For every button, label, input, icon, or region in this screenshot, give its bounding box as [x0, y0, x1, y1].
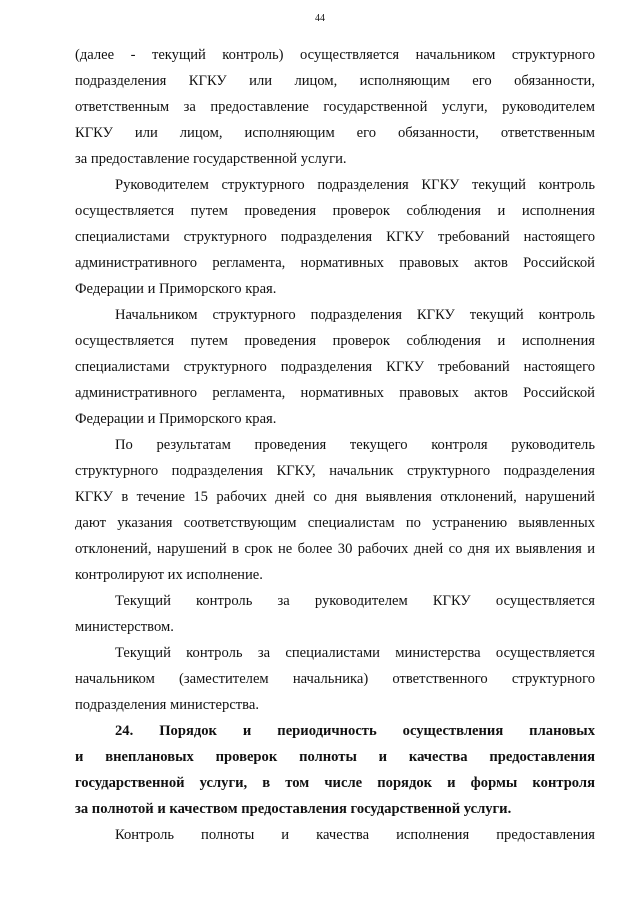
text-line: осуществляется путем проведения проверок соблюдения и исполнения [75, 203, 595, 219]
text-line: 24. Порядок и периодичность осуществления плановых [115, 723, 595, 739]
paragraph-quality-control [75, 822, 595, 848]
text-line: Текущий контроль за специалистами министерства осуществляется [115, 645, 595, 661]
text-line: Федерации и Приморского края. [75, 281, 277, 297]
paragraph-current-control-definition [75, 42, 595, 172]
text-line: Текущий контроль за руководителем КГКУ осуществляется [115, 593, 595, 609]
text-line: структурного подразделения КГКУ, начальник структурного подразделения [75, 463, 595, 479]
text-line: дают указания соответствующим специалистам по устранению выявленных [75, 515, 595, 531]
text-line: Начальником структурного подразделения КГКУ текущий контроль [115, 307, 595, 323]
text-line: за предоставление государственной услуги. [75, 151, 347, 167]
page-number: 44 [315, 13, 325, 24]
paragraph-control-results [75, 432, 595, 588]
text-line: подразделения КГКУ или лицом, исполняющим его обязанности, [75, 73, 595, 89]
text-line: специалистами структурного подразделения КГКУ требований настоящего [75, 359, 595, 375]
paragraph-ministry-control [75, 588, 595, 640]
text-line: Руководителем структурного подразделения КГКУ текущий контроль [115, 177, 595, 193]
paragraph-head-control [75, 172, 595, 302]
text-line: ответственным за предоставление государственной услуги, руководителем [75, 99, 595, 115]
text-line: (далее - текущий контроль) осуществляется начальником структурного [75, 47, 595, 63]
text-line: за полнотой и качеством предоставления государственной услуги. [75, 801, 512, 817]
text-line: Контроль полноты и качества исполнения предоставления [115, 827, 595, 843]
text-line: министерством. [75, 619, 174, 635]
text-line: КГКУ или лицом, исполняющим его обязанности, ответственным [75, 125, 595, 141]
text-line: подразделения министерства. [75, 697, 260, 713]
text-line: контролируют их исполнение. [75, 567, 263, 583]
text-line: отклонений, нарушений в срок не более 30 рабочих дней со дня их выявления и [75, 541, 595, 557]
text-line: государственной услуги, в том числе порядок и формы контроля [75, 775, 595, 791]
paragraph-chief-control [75, 302, 595, 432]
document-body [75, 42, 595, 848]
text-line: и внеплановых проверок полноты и качества предоставления [75, 749, 595, 765]
text-line: осуществляется путем проведения проверок соблюдения и исполнения [75, 333, 595, 349]
text-line: КГКУ в течение 15 рабочих дней со дня выявления отклонений, нарушений [75, 489, 595, 505]
text-line: административного регламента, нормативных правовых актов Российской [75, 255, 595, 271]
text-line: административного регламента, нормативных правовых актов Российской [75, 385, 595, 401]
text-line: Федерации и Приморского края. [75, 411, 277, 427]
text-line: специалистами структурного подразделения КГКУ требований настоящего [75, 229, 595, 245]
text-line: начальником (заместителем начальника) ответственного структурного [75, 671, 595, 687]
section-heading-24 [75, 718, 595, 822]
text-line: По результатам проведения текущего контроля руководитель [115, 437, 595, 453]
paragraph-ministry-specialists-control [75, 640, 595, 718]
